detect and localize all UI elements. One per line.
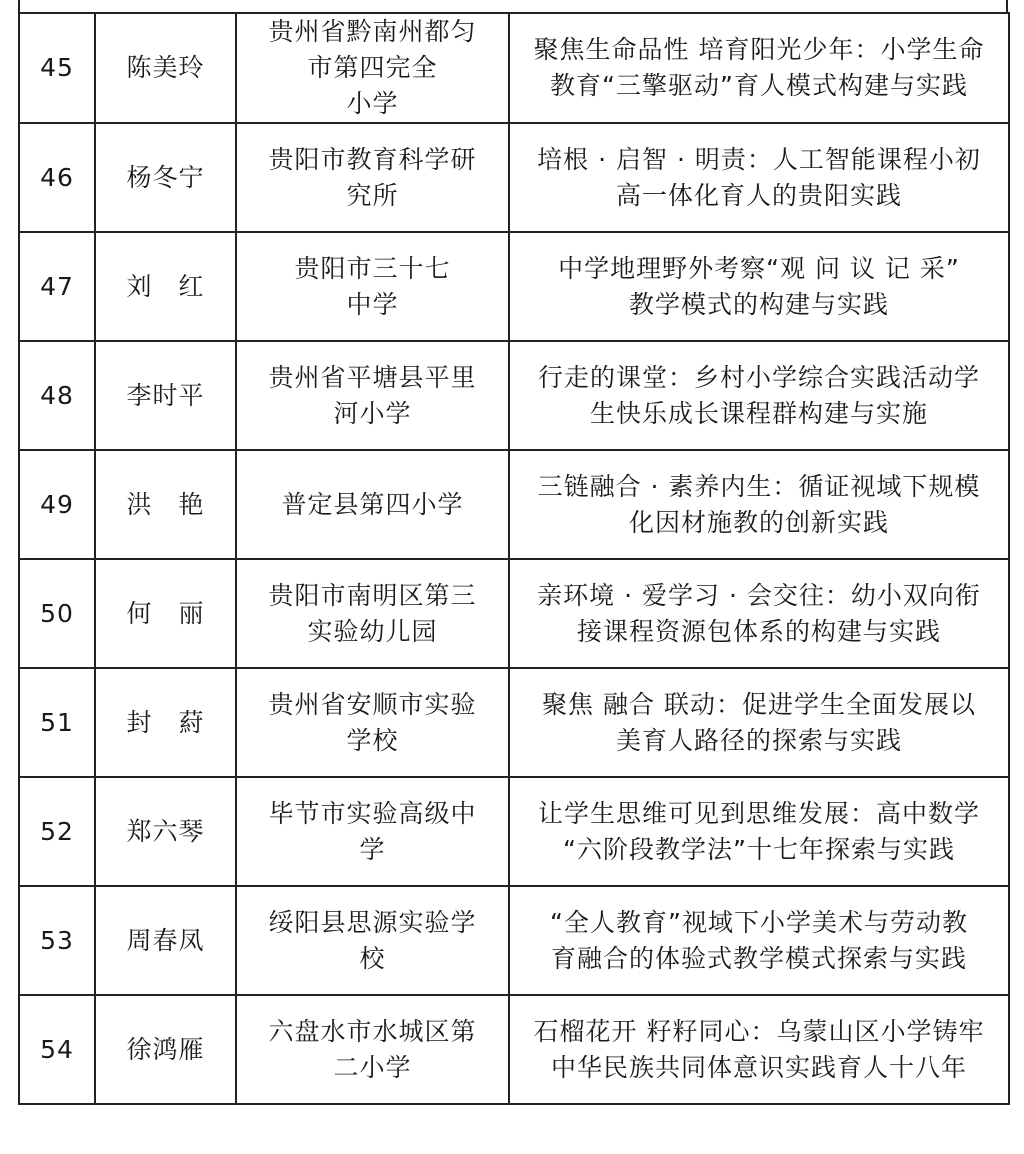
row-number-text: 53 [40,925,74,955]
row-number-text: 48 [40,380,74,410]
person-name-text: 周春凤 [126,925,205,955]
work-unit [236,559,509,668]
row-number [19,13,95,123]
work-unit [236,450,509,559]
achievement-title-text: 聚焦生命品性 培育阳光少年：小学生命 教育“三擎驱动”育人模式构建与实践 [533,35,985,100]
work-unit-text: 贵阳市三十七 中学 [294,253,451,319]
achievement-title [509,232,1009,341]
person-name [95,668,236,777]
person-name [95,123,236,232]
table-row [19,13,1009,123]
work-unit-text: 贵阳市南明区第三 实验幼儿园 [268,580,477,646]
table-row [19,777,1009,886]
person-name-text: 陈美玲 [126,53,205,82]
table-row [19,341,1009,450]
row-number-text: 47 [40,271,74,301]
work-unit [236,341,509,450]
person-name [95,777,236,886]
work-unit [236,13,509,123]
row-number-text: 51 [40,707,74,737]
row-number-text: 54 [40,1034,74,1064]
person-name [95,341,236,450]
work-unit [236,232,509,341]
work-unit-text: 贵阳市教育科学研 究所 [268,144,477,210]
person-name [95,232,236,341]
table-row [19,995,1009,1104]
achievement-title-text: “全人教育”视域下小学美术与劳动教 育融合的体验式教学模式探索与实践 [550,907,968,973]
achievement-title [509,13,1009,123]
work-unit [236,668,509,777]
row-number [19,450,95,559]
work-unit-text: 绥阳县思源实验学 校 [268,907,477,973]
person-name [95,886,236,995]
row-number-text: 46 [40,162,74,192]
table-row [19,123,1009,232]
table-row [19,559,1009,668]
achievement-title [509,123,1009,232]
person-name [95,995,236,1104]
person-name [95,450,236,559]
person-name-text: 封 葤 [126,707,205,737]
table-row [19,668,1009,777]
person-name-text: 洪 艳 [126,489,205,519]
row-number [19,232,95,341]
row-number [19,341,95,450]
row-number [19,668,95,777]
person-name-text: 刘 红 [126,271,205,301]
work-unit-text: 贵州省平塘县平里 河小学 [268,362,477,428]
achievement-title [509,559,1009,668]
achievement-title [509,341,1009,450]
person-name-text: 李时平 [126,380,205,410]
row-number-text: 50 [40,598,74,628]
person-name-text: 郑六琴 [126,816,205,846]
row-number [19,995,95,1104]
achievement-title-text: 行走的课堂：乡村小学综合实践活动学 生快乐成长课程群构建与实施 [537,362,980,428]
achievement-title-text: 亲环境 · 爱学习 · 会交往：幼小双向衔 接课程资源包体系的构建与实践 [537,580,981,646]
person-name-text: 杨冬宁 [126,162,205,192]
achievement-title [509,450,1009,559]
row-number [19,886,95,995]
row-number-text: 52 [40,816,74,846]
work-unit-text: 贵州省安顺市实验 学校 [268,689,477,755]
table-top-edge [18,0,1008,12]
work-unit [236,123,509,232]
row-number [19,123,95,232]
table-row [19,450,1009,559]
person-name-text: 何 丽 [126,598,205,628]
work-unit-text: 六盘水市水城区第 二小学 [268,1016,477,1082]
person-name [95,13,236,123]
row-number [19,559,95,668]
work-unit [236,886,509,995]
achievement-title-text: 聚焦 融合 联动：促进学生全面发展以 美育人路径的探索与实践 [542,689,976,755]
person-name-text: 徐鸿雁 [126,1034,205,1064]
achievement-title [509,777,1009,886]
person-name [95,559,236,668]
work-unit-text: 毕节市实验高级中 学 [268,798,477,864]
work-unit-text: 贵州省黔南州都匀 市第四完全 小学 [268,17,477,118]
achievement-title-text: 中学地理野外考察“观 问 议 记 采” 教学模式的构建与实践 [558,253,960,319]
row-number-text: 45 [40,53,74,82]
achievement-title [509,886,1009,995]
achievement-title [509,668,1009,777]
achievement-title-text: 三链融合 · 素养内生：循证视域下规模 化因材施教的创新实践 [537,471,981,537]
table-row [19,886,1009,995]
table-row [19,232,1009,341]
achievement-title-text: 让学生思维可见到思维发展：高中数学 “六阶段教学法”十七年探索与实践 [537,798,980,864]
work-unit [236,777,509,886]
awards-table [18,12,1010,1105]
achievement-title-text: 培根 · 启智 · 明责：人工智能课程小初 高一体化育人的贵阳实践 [537,144,981,210]
row-number-text: 49 [40,489,74,519]
work-unit-text: 普定县第四小学 [281,489,464,519]
row-number [19,777,95,886]
achievement-title-text: 石榴花开 籽籽同心：乌蒙山区小学铸牢 中华民族共同体意识实践育人十八年 [533,1016,985,1082]
work-unit [236,995,509,1104]
achievement-title [509,995,1009,1104]
